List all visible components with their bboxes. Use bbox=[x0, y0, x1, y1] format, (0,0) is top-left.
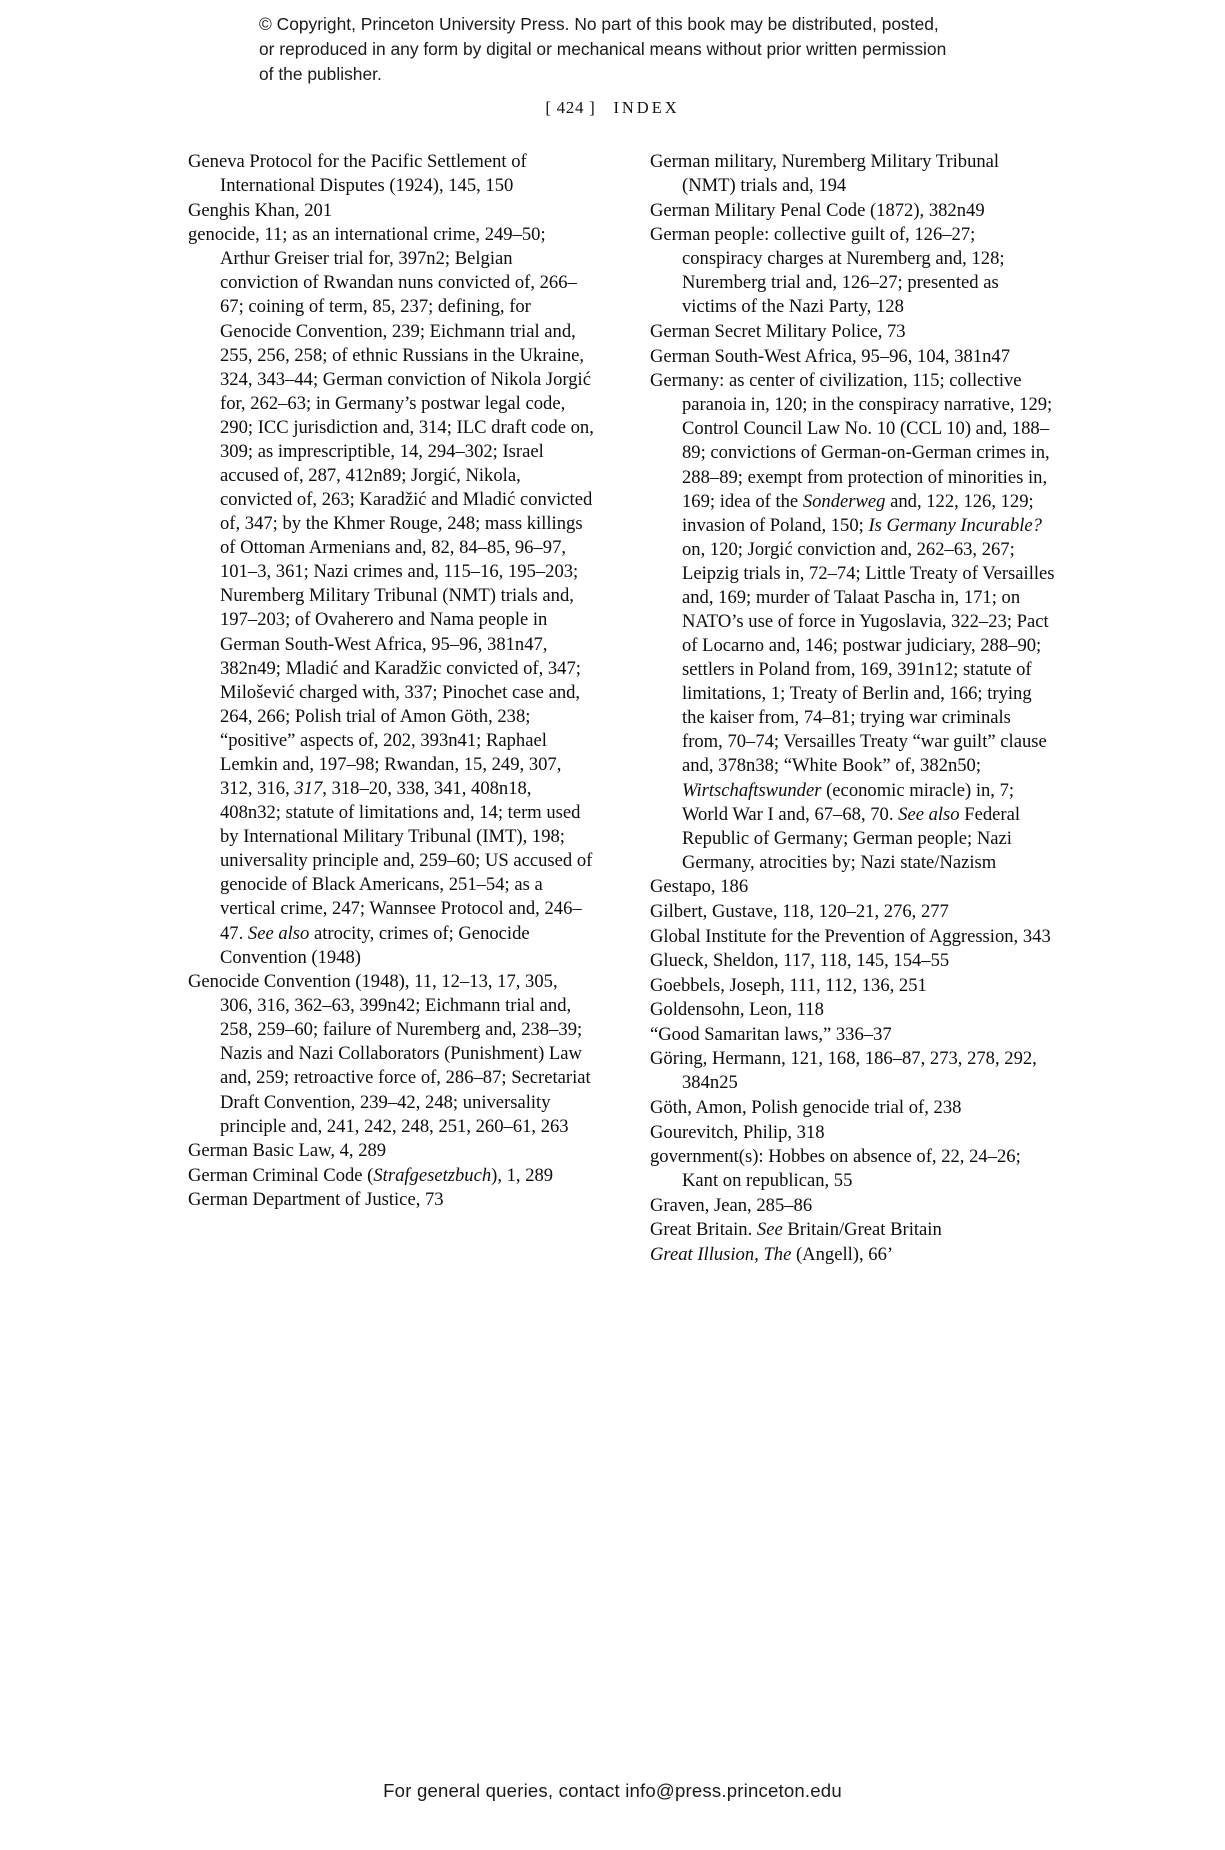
index-entry: German Department of Justice, 73 bbox=[188, 1189, 444, 1211]
running-head bbox=[0, 98, 1225, 118]
index-entry: Göring, Hermann, 121, 168, 186–87, 273, 278, 292, 384n25 bbox=[650, 1048, 1037, 1094]
index-entry: Genghis Khan, 201 bbox=[188, 199, 333, 221]
index-column-right bbox=[650, 150, 1056, 1268]
index-entry: “Good Samaritan laws,” 336–37 bbox=[650, 1023, 892, 1045]
index-entry: government(s): Hobbes on absence of, 22, 24–26; Kant on republican, 55 bbox=[650, 1146, 1021, 1192]
index-entry: Great Illusion, The (Angell), 66’ bbox=[650, 1244, 894, 1266]
index-entry: German Basic Law, 4, 289 bbox=[188, 1140, 387, 1162]
index-entry: Genocide Convention (1948), 11, 12–13, 17, 305, 306, 316, 362–63, 399n42; Eichmann trial and, 258, 259–60; failure of Nuremberg and, 238–39; Nazis and Nazi Collaborators (Punishment) Law and, 259; retroactive force of, 286–87; Secretariat Draft Convention, 239–42, 248; universality principle and, 241, 242, 248, 251, 260–61, 263 bbox=[188, 971, 591, 1137]
index-entry: genocide, 11; as an international crime, 249–50; Arthur Greiser trial for, 397n2; Belgian conviction of Rwandan nuns convicted of, 266–67; coining of term, 85, 237; defining, for Genocide Convention, 239; Eichmann trial and, 255, 256, 258; of ethnic Russians in the Ukraine, 324, 343–44; German conviction of Nikola Jorgić for, 262–63; in Germany’s postwar legal code, 290; ICC jurisdiction and, 314; ILC draft code on, 309; as imprescriptible, 14, 294–302; Israel accused of, 287, 412n89; Jorgić, Nikola, convicted of, 263; Karadžić and Mladić convicted of, 347; by the Khmer Rouge, 248; mass killings of Ottoman Armenians and, 82, 84–85, 96–97, 101–3, 361; Nazi crimes and, 115–16, 195–203; Nuremberg Military Tribunal (NMT) trials and, 197–203; of Ovaherero and Nama people in German South-West Africa, 95–96, 381n47, 382n49; Mladić and Karadžic convicted of, 347; Milošević charged with, 337; Pinochet case and, 264, 266; Polish trial of Amon Göth, 238; “positive” aspects of, 202, 393n41; Raphael Lemkin and, 197–98; Rwandan, 15, 249, 307, 312, 316, 317, 318–20, 338, 341, 408n18, 408n32; statute of limitations and, 14; term used by International Military Tribunal (IMT), 198; universality principle and, 259–60; US accused of genocide of Black Americans, 251–54; as a vertical crime, 247; Wannsee Protocol and, 246–47. See also atrocity, crimes of; Genocide Convention (1948) bbox=[188, 224, 594, 968]
index-entry: German South-West Africa, 95–96, 104, 381n47 bbox=[650, 345, 1010, 367]
index-entry: Gilbert, Gustave, 118, 120–21, 276, 277 bbox=[650, 900, 949, 922]
index-column-left bbox=[188, 150, 594, 1268]
index-entry: Geneva Protocol for the Pacific Settlement of International Disputes (1924), 145, 150 bbox=[188, 151, 527, 197]
index-entry: German people: collective guilt of, 126–27; conspiracy charges at Nuremberg and, 128; Nuremberg trial and, 126–27; presented as victims of the Nazi Party, 128 bbox=[650, 224, 1005, 318]
index-entry: German Military Penal Code (1872), 382n49 bbox=[650, 199, 985, 221]
index-entry: German Secret Military Police, 73 bbox=[650, 321, 906, 343]
running-head-label: INDEX bbox=[613, 98, 680, 117]
index-entry: Goldensohn, Leon, 118 bbox=[650, 999, 824, 1021]
index-entry: Graven, Jean, 285–86 bbox=[650, 1194, 813, 1216]
index-entry: Germany: as center of civilization, 115; collective paranoia in, 120; in the conspiracy narrative, 129; Control Council Law No. 10 (CCL 10) and, 188–89; convictions of German-on-German crimes in, 288–89; exempt from protection of minorities in, 169; idea of the Sonderweg and, 122, 126, 129; invasion of Poland, 150; Is Germany Incurable? on, 120; Jorgić conviction and, 262–63, 267; Leipzig trials in, 72–74; Little Treaty of Versailles and, 169; murder of Talaat Pascha in, 171; on NATO’s use of force in Yugoslavia, 322–23; Pact of Locarno and, 146; postwar judiciary, 288–90; settlers in Poland from, 169, 391n12; statute of limitations, 1; Treaty of Berlin and, 166; trying the kaiser from, 74–81; trying war criminals from, 70–74; Versailles Treaty “war guilt” clause and, 378n38; “White Book” of, 382n50; Wirtschaftswunder (economic miracle) in, 7; World War I and, 67–68, 70. See also Federal Republic of Germany; German people; Nazi Germany, atrocities by; Nazi state/Nazism bbox=[650, 370, 1055, 873]
index-entry: Great Britain. See Britain/Great Britain bbox=[650, 1219, 942, 1241]
index-entry: Goebbels, Joseph, 111, 112, 136, 251 bbox=[650, 974, 927, 996]
index-entry: German military, Nuremberg Military Tribunal (NMT) trials and, 194 bbox=[650, 151, 1000, 197]
copyright-notice: © Copyright, Princeton University Press. No part of this book may be distributed, posted, or reproduced in any form by digital or mechanical means without prior written permission of the publisher. bbox=[259, 14, 947, 84]
index-columns bbox=[188, 150, 1056, 1268]
index-entry: Gestapo, 186 bbox=[650, 876, 749, 898]
index-entry: Global Institute for the Prevention of Aggression, 343 bbox=[650, 925, 1051, 947]
page-folio: [ 424 ] bbox=[545, 98, 596, 117]
index-entry: Göth, Amon, Polish genocide trial of, 238 bbox=[650, 1097, 962, 1119]
index-entry: Glueck, Sheldon, 117, 118, 145, 154–55 bbox=[650, 950, 950, 972]
index-entry: German Criminal Code (Strafgesetzbuch), 1, 289 bbox=[188, 1164, 554, 1186]
footer-queries-note: For general queries, contact info@press.princeton.edu bbox=[383, 1780, 842, 1801]
index-entry: Gourevitch, Philip, 318 bbox=[650, 1121, 825, 1143]
